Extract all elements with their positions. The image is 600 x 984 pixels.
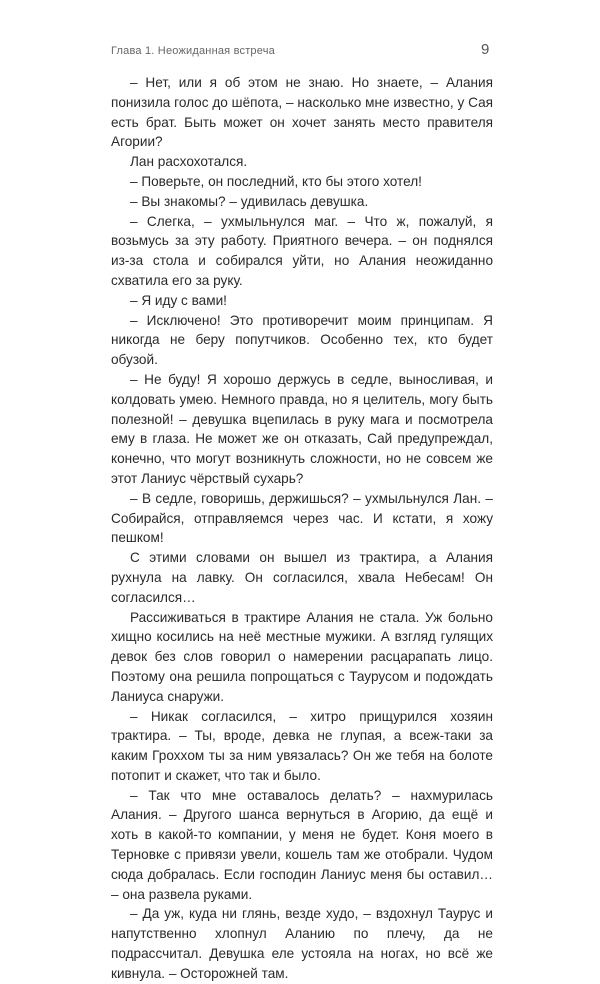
paragraph: – Исключено! Это противоречит моим принципам. Я никогда не беру попутчиков. Особенно тех, кто будет обузой. — [111, 312, 493, 368]
page-number: 9 — [481, 41, 490, 58]
paragraph: Лан расхохотался. — [130, 154, 248, 170]
paragraph: – Слегка, – ухмыльнулся маг. – Что ж, пожалуй, я возьмусь за эту работу. Приятного вечера. – он поднялся из-за стола и собирался уйти, но Алания неожиданно схватила его за руку. — [111, 213, 493, 288]
paragraph: – Вы знакомы? – удивилась девушка. — [130, 193, 369, 209]
paragraph: – Да уж, куда ни глянь, везде худо, – вздохнул Таурус и напутственно хлопнул Аланию по плечу, да не подрассчитал. Девушка еле устояла на ногах, но всё же кивнула. – Осторожней там. — [111, 906, 493, 981]
paragraph: – Так что мне оставалось делать? – нахмурилась Алания. – Другого шанса вернуться в Агорию, да ещё и хоть в какой-то компании, у меня не будет. Коня моего в Терновке с привязи увели, кошель там же отобрали. Чудом сюда добралась. Если господин Ланиус меня бы оставил… – она развела руками. — [111, 787, 493, 902]
paragraph: – Не буду! Я хорошо держусь в седле, выносливая, и колдовать умею. Немного правда, но я целитель, могу быть полезной! – девушка вцепилась в руку мага и посмотрела ему в глаза. Не может же он отказать, Сай предупреждал, конечно, что могут возникнуть сложности, но не совсем же этот Ланиус чёрствый сухарь? — [111, 371, 493, 486]
paragraph: – Никак согласился, – хитро прищурился хозяин трактира. – Ты, вроде, девка не глупая, а всеж-таки за каким Грохxом ты за ним увязалась? Он же тебя на болоте потопит и скажет, что так и было. — [111, 708, 493, 783]
running-head: Глава 1. Неожиданная встреча — [111, 45, 275, 57]
paragraph: – Поверьте, он последний, кто бы этого хотел! — [130, 173, 422, 189]
paragraph: – Нет, или я об этом не знаю. Но знаете, – Алания понизила голос до шёпота, – насколько мне известно, у Сая есть брат. Быть может он хочет занять место правителя Агории? — [111, 75, 493, 150]
paragraph: – Я иду с вами! — [130, 292, 227, 308]
paragraph: Рассиживаться в трактире Алания не стала. Уж больно хищно косились на неё местные мужики. А взгляд гулящих девок без слов говорил о намерении расцарапать лицо. Поэтому она решила попрощаться с Таурусом и подождать Ланиуса снаружи. — [111, 609, 493, 704]
paragraph: – В седле, говоришь, держишься? – ухмыльнулся Лан. – Собирайся, отправляемся через час. И кстати, я хожу пешком! — [111, 490, 493, 546]
body-text — [111, 73, 493, 984]
paragraph: С этими словами он вышел из трактира, а Алания рухнула на лавку. Он согласился, хвала Небесам! Он согласился… — [111, 550, 493, 605]
